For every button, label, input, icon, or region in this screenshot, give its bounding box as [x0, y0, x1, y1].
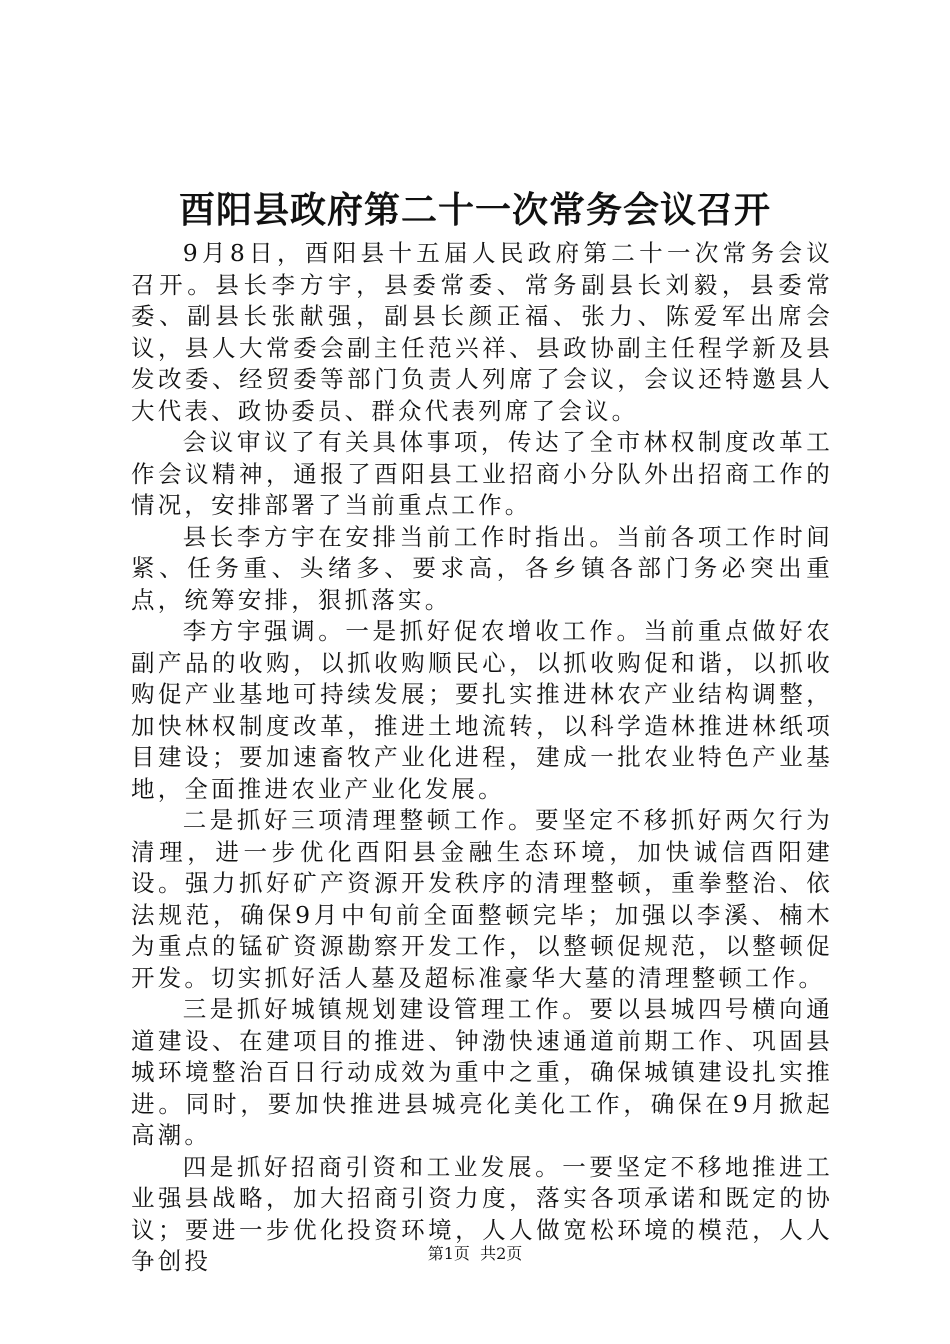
- paragraph-7: 四是抓好招商引资和工业发展。一要坚定不移地推进工业强县战略，加大招商引资力度，落实各项承诺和既定的协议；要进一步优化投资环境，人人做宽松环境的模范，人人争创投: [131, 1152, 833, 1275]
- paragraph-5: 二是抓好三项清理整顿工作。要坚定不移抓好两欠行为清理，进一步优化酉阳县金融生态环境，加快诚信酉阳建设。强力抓好矿产资源开发秩序的清理整顿，重拳整治、依法规范，确保9月中旬前全面整顿完毕；加强以李溪、楠木为重点的锰矿资源勘察开发工作，以整顿促规范，以整顿促开发。切实抓好活人墓及超标准豪华大墓的清理整顿工作。: [131, 806, 833, 992]
- page-total: 共2页: [480, 1244, 523, 1263]
- page-number: 第1页: [427, 1244, 470, 1263]
- paragraph-3: 县长李方宇在安排当前工作时指出。当前各项工作时间紧、任务重、头绪多、要求高，各乡镇各部门务必突出重点，统筹安排，狠抓落实。: [131, 522, 833, 614]
- document-body: [131, 238, 833, 1278]
- paragraph-1: 9月8日，酉阳县十五届人民政府第二十一次常务会议召开。县长李方宇，县委常委、常务副县长刘毅，县委常委、副县长张献强，副县长颜正福、张力、陈爱军出席会议，县人大常委会副主任范兴祥、县政协副主任程学新及县发改委、经贸委等部门负责人列席了会议，会议还特邀县人大代表、政协委员、群众代表列席了会议。: [131, 239, 833, 425]
- document-title: 酉阳县政府第二十一次常务会议召开: [178, 189, 771, 231]
- paragraph-4: 李方宇强调。一是抓好促农增收工作。当前重点做好农副产品的收购，以抓收购顺民心，以抓收购促和谐，以抓收购促产业基地可持续发展；要扎实推进林农产业结构调整，加快林权制度改革，推进土地流转，以科学造林推进林纸项目建设；要加速畜牧产业化进程，建成一批农业特色产业基地，全面推进农业产业化发展。: [131, 617, 833, 803]
- paragraph-6: 三是抓好城镇规划建设管理工作。要以县城四号横向通道建设、在建项目的推进、钟渤快速通道前期工作、巩固县城环境整治百日行动成效为重中之重，确保城镇建设扎实推进。同时，要加快推进县城亮化美化工作，确保在9月掀起高潮。: [131, 995, 833, 1149]
- page-footer: [0, 1244, 950, 1264]
- paragraph-2: 会议审议了有关具体事项，传达了全市林权制度改革工作会议精神，通报了酉阳县工业招商小分队外出招商工作的情况，安排部署了当前重点工作。: [131, 428, 833, 519]
